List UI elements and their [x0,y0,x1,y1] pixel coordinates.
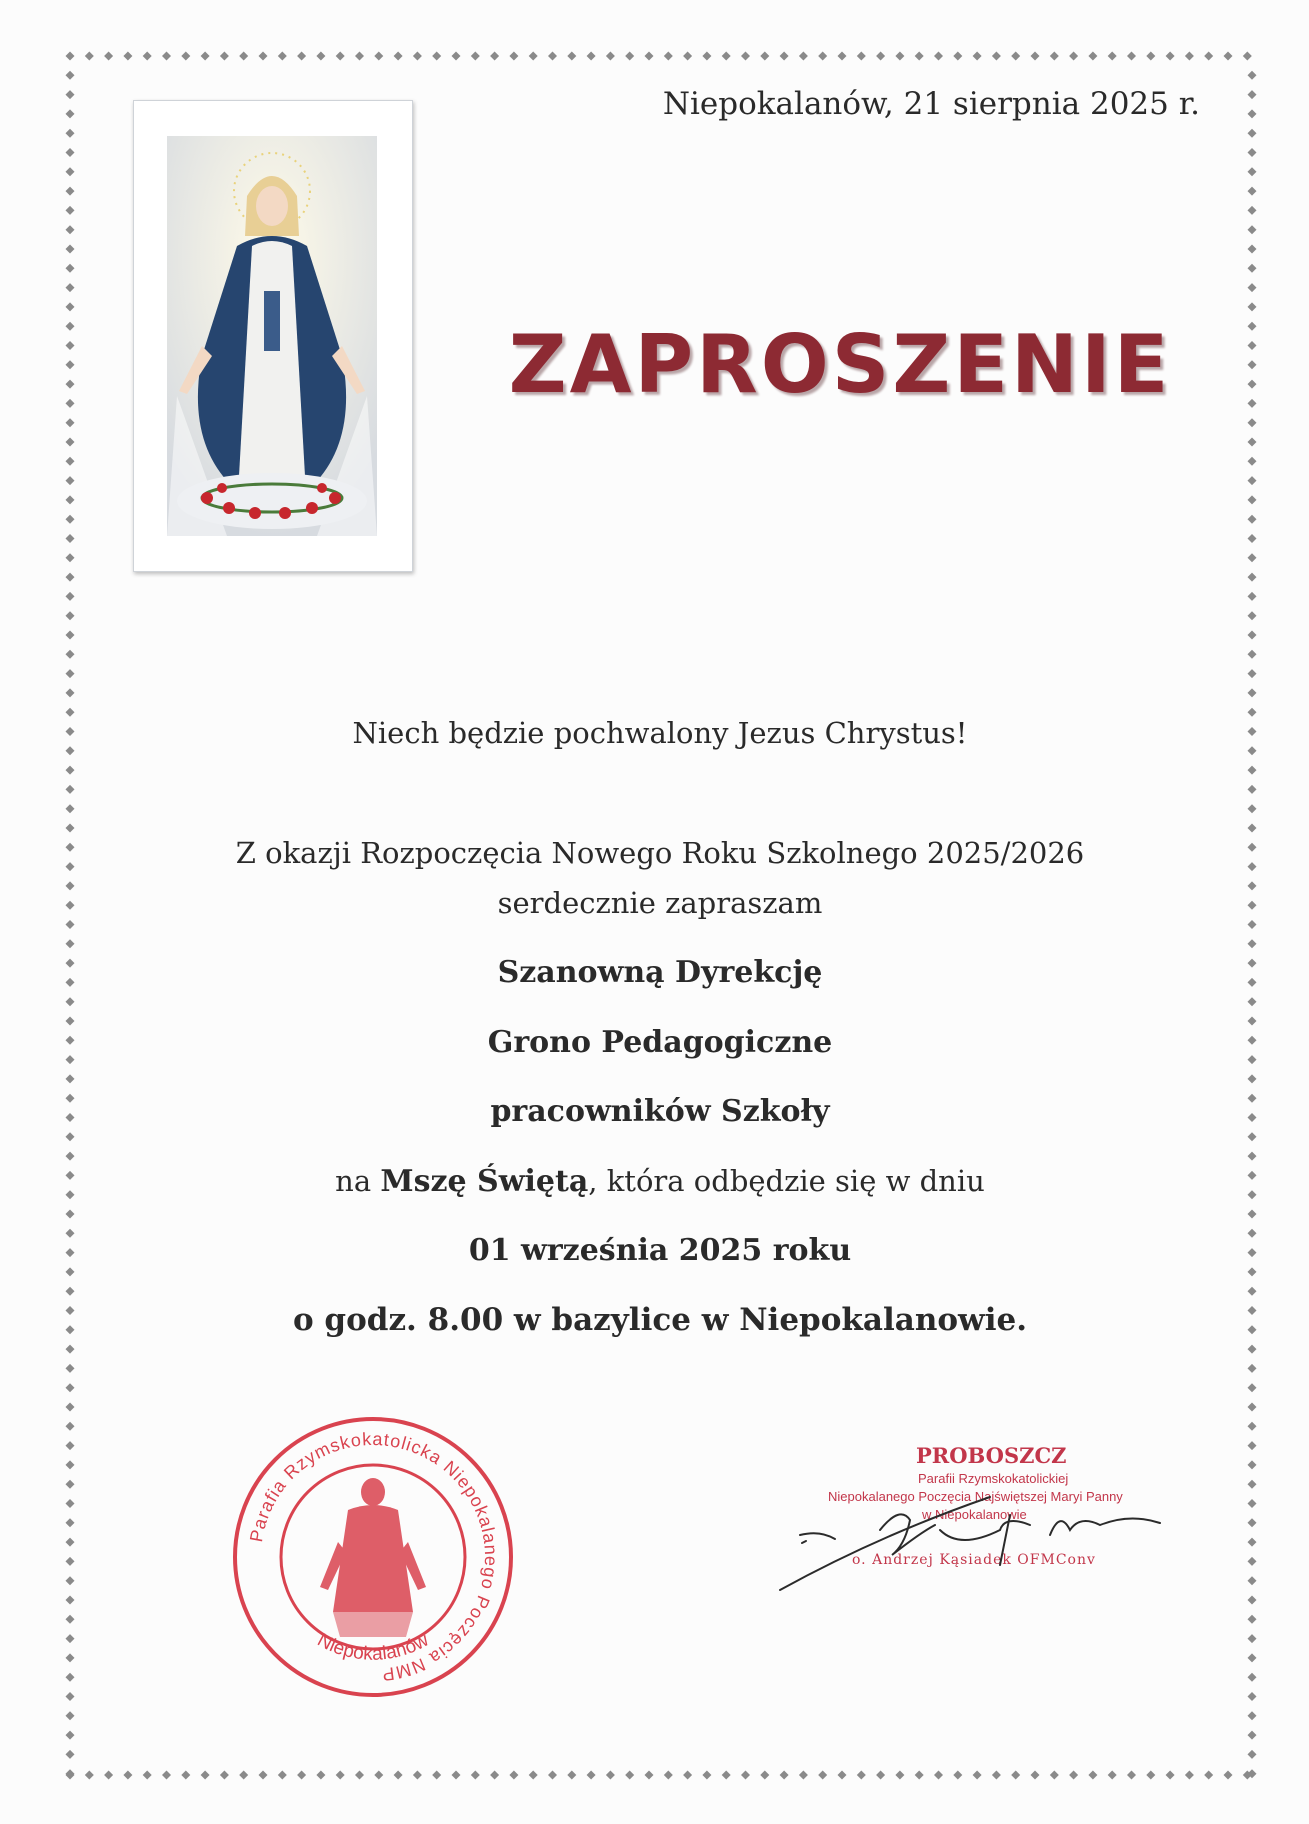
mass-line [200,1164,1120,1199]
parish-round-stamp [228,1412,518,1702]
event-date: 01 września 2025 roku [468,1233,852,1268]
addressee-teachers: Grono Pedagogiczne [487,1025,833,1060]
signature-stamp-line-2: Niepokalanego Poczęcia Najświętszej Maryi Panny [828,1489,1123,1504]
mass-line-suffix: , która odbędzie się w dniu [588,1164,985,1198]
virgin-mary-icon [167,136,377,536]
mass-line-prefix: na [335,1164,381,1198]
addressee-staff: pracowników Szkoły [490,1094,830,1129]
pastor-signature-block [760,1435,1210,1615]
stamp-ring-text: Parafia Rzymskokatolicka Niepokalanego Poczęcia NMP [245,1428,502,1685]
signature-stamp-line-3: w Niepokalanowie [922,1507,1027,1522]
stamp-bottom-text: Niepokalanów [313,1629,433,1665]
document-date: Niepokalanów, 21 sierpnia 2025 r. [662,86,1200,122]
signature-stamp-title: PROBOSZCZ [916,1443,1067,1468]
signature-stamp-name: o. Andrzej Kąsiadek OFMConv [852,1552,1096,1568]
signature-stamp-line-1: Parafii Rzymskokatolickiej [918,1471,1069,1486]
handwritten-signature [760,1435,1210,1615]
addressee-directors: Szanowną Dyrekcję [497,955,823,990]
invitation-title: ZAPROSZENIE [508,318,1172,411]
stamp-madonna-icon [320,1478,426,1637]
occasion-line-2: serdecznie zapraszam [497,886,823,920]
greeting-line: Niech będzie pochwalony Jezus Chrystus! [352,716,968,750]
holy-image-card [133,100,413,572]
occasion-line-1: Z okazji Rozpoczęcia Nowego Roku Szkolnego 2025/2026 [235,836,1085,870]
event-time-place: o godz. 8.00 w bazylice w Niepokalanowie. [292,1302,1028,1338]
mass-line-bold: Mszę Świętą [380,1164,589,1199]
